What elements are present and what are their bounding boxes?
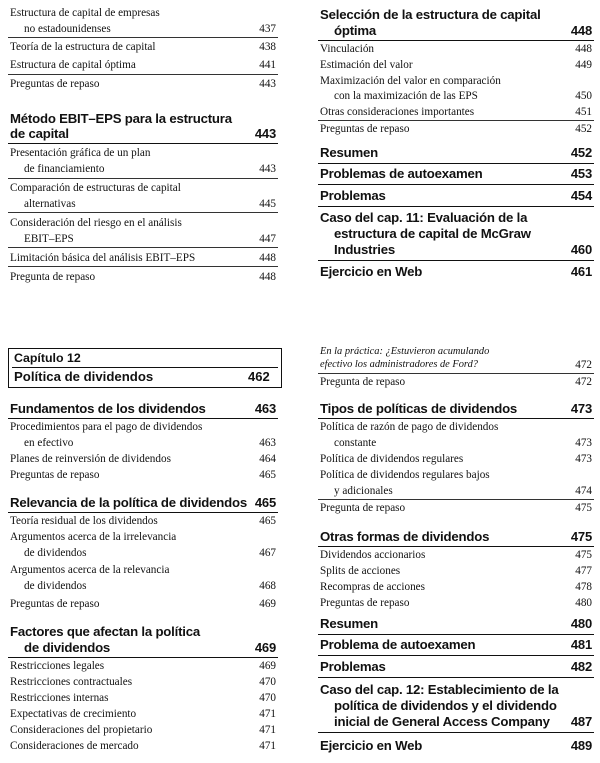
divider <box>8 74 278 75</box>
divider <box>8 418 278 419</box>
divider <box>318 206 594 207</box>
divider <box>8 247 278 248</box>
divider <box>318 163 594 164</box>
divider <box>318 634 594 635</box>
divider <box>318 732 594 733</box>
divider <box>318 546 594 547</box>
divider <box>318 418 594 419</box>
divider <box>8 212 278 213</box>
divider <box>8 657 278 658</box>
divider <box>318 260 594 261</box>
divider <box>318 655 594 656</box>
divider <box>8 266 278 267</box>
divider <box>8 512 278 513</box>
divider <box>12 367 278 368</box>
divider <box>318 499 594 500</box>
divider <box>318 677 594 678</box>
chapter-label: Capítulo 12 <box>14 351 81 365</box>
chapter-page: 462 <box>248 369 270 384</box>
divider <box>318 40 594 41</box>
divider <box>8 37 278 38</box>
chapter-title: Política de dividendos <box>14 369 154 384</box>
divider <box>318 373 594 374</box>
divider <box>8 178 278 179</box>
divider <box>8 143 278 144</box>
divider <box>318 120 594 121</box>
divider <box>318 184 594 185</box>
